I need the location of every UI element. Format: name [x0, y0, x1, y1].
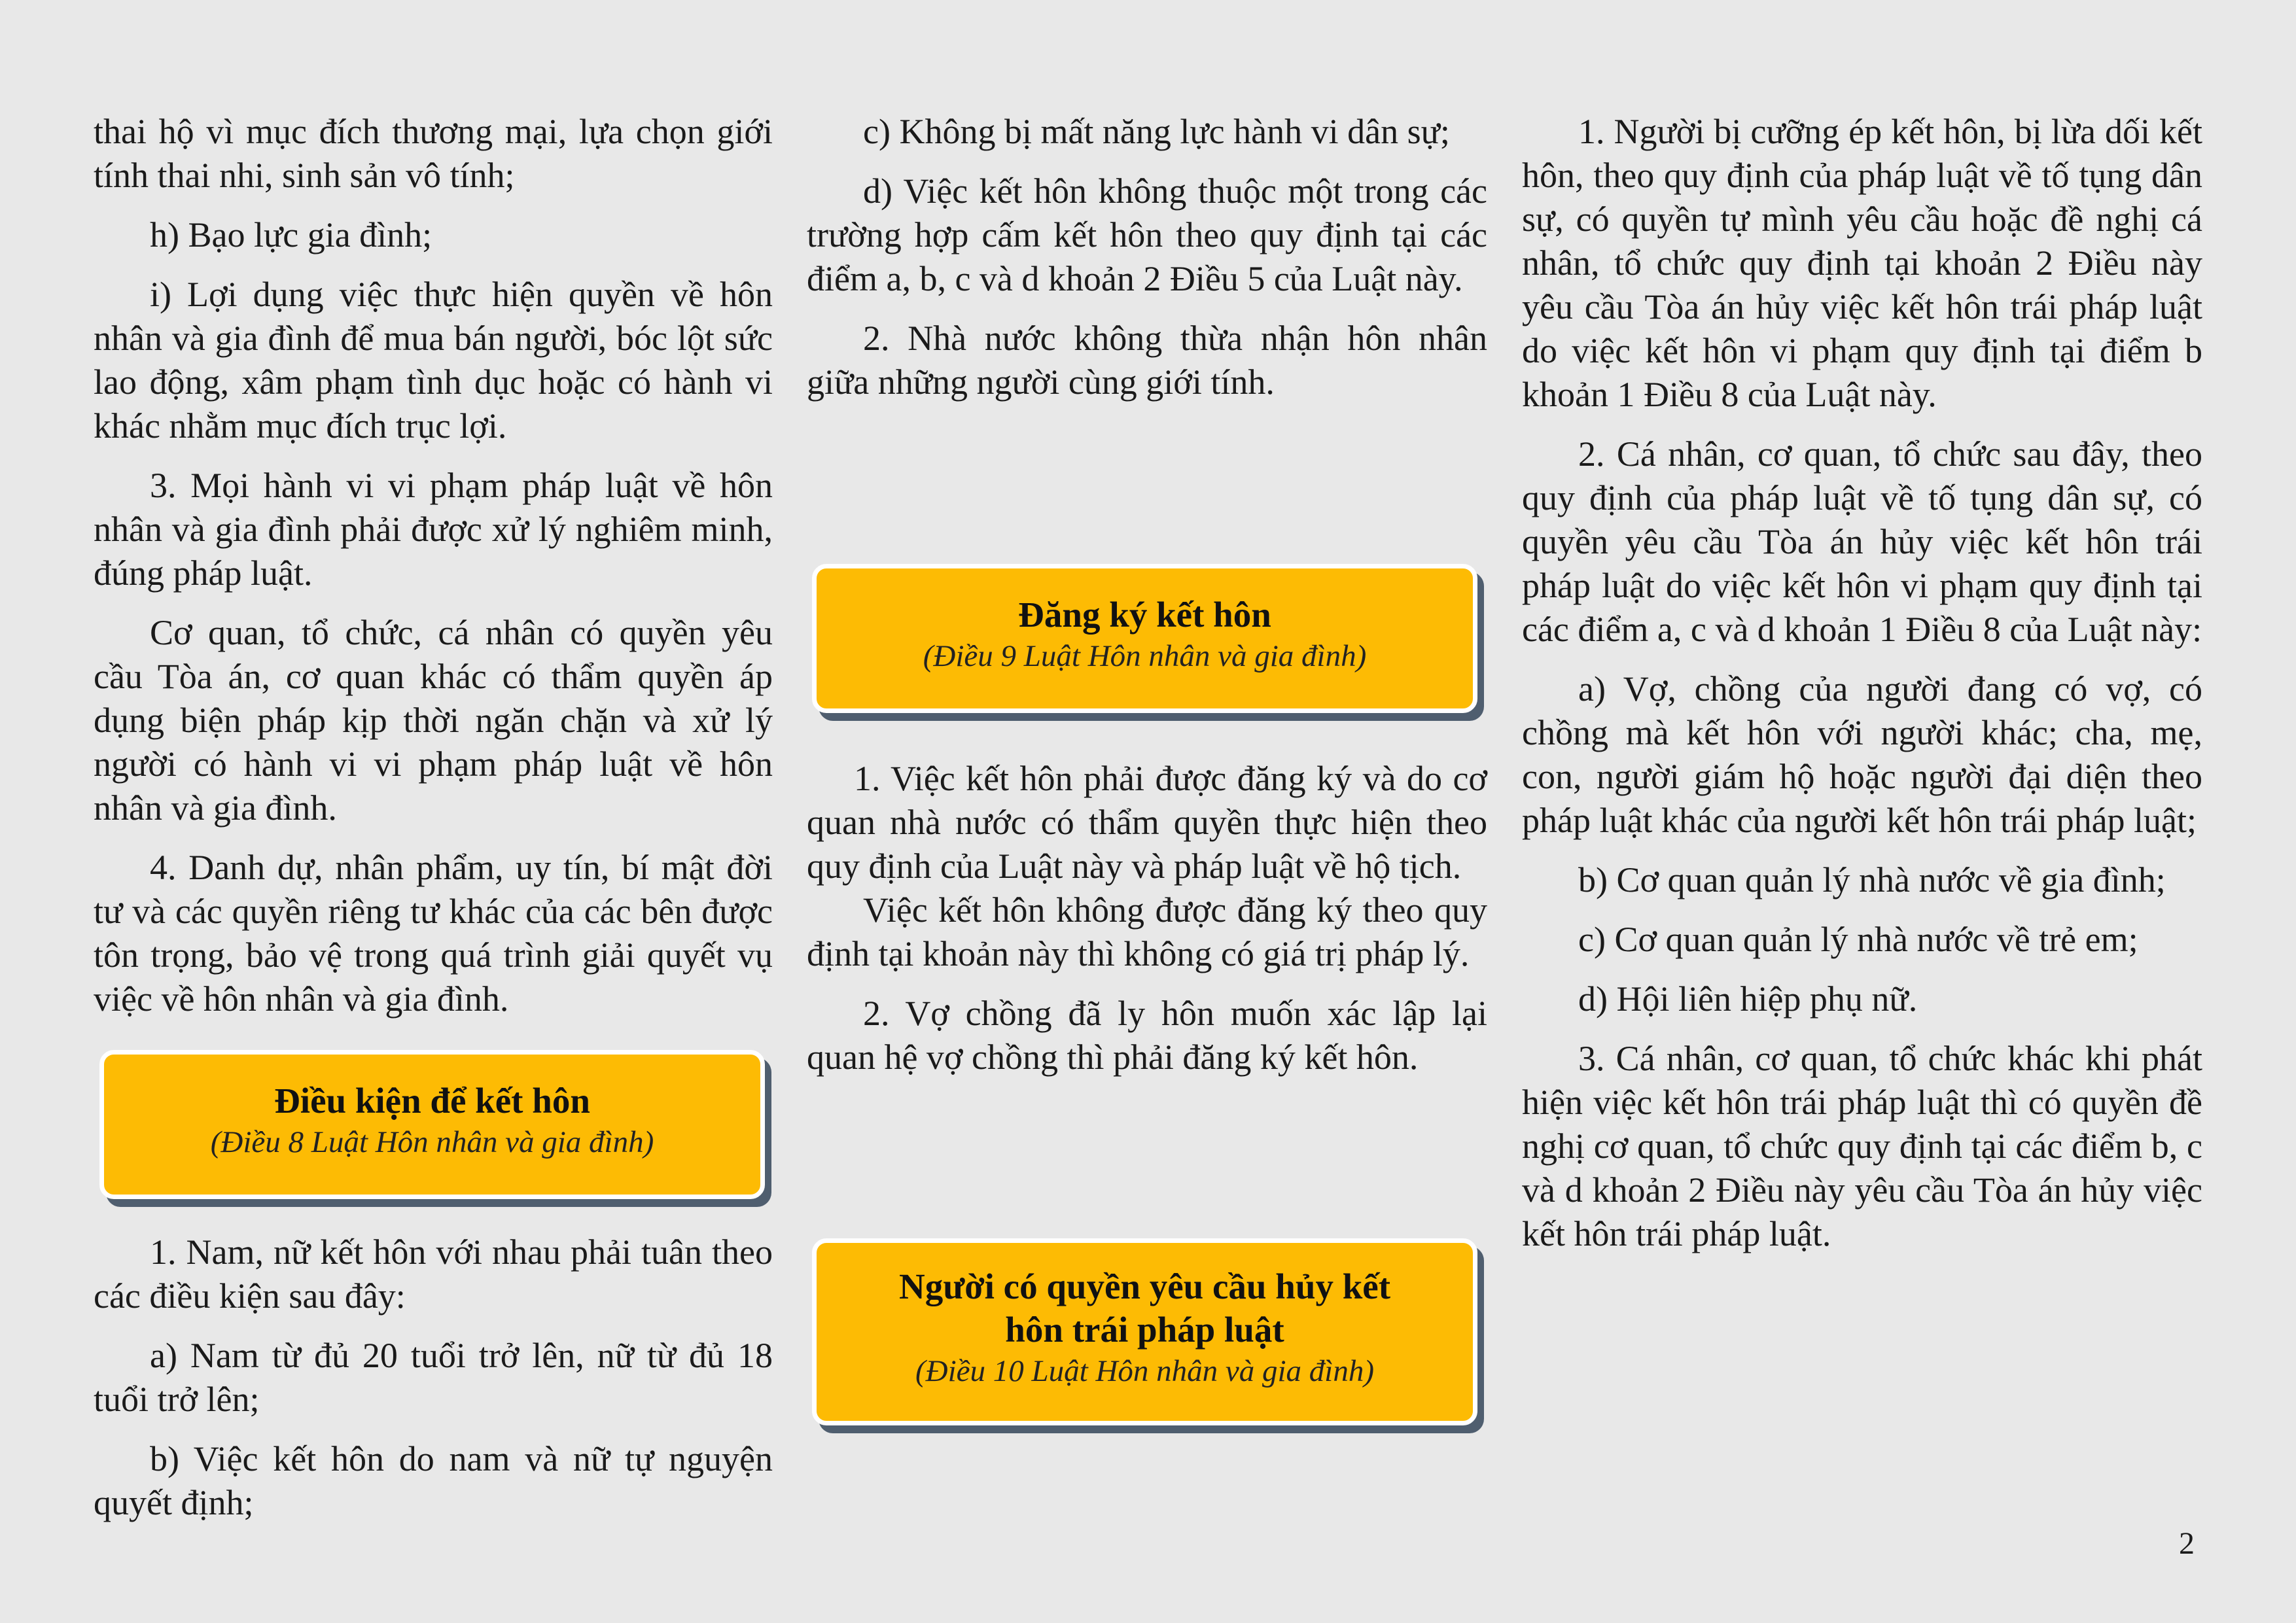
column-2 — [807, 110, 1487, 420]
heading-title-line-1: Người có quyền yêu cầu hủy kết — [898, 1266, 1391, 1306]
column-3 — [1522, 110, 2202, 1272]
paragraph: a) Vợ, chồng của người đang có vợ, có chồng mà kết hôn với người khác; cha, mẹ, con, người giám hộ hoặc người đại diện theo pháp luật khác của người kết hôn trái pháp luật; — [1522, 669, 2202, 840]
section-heading-marriage-registration — [812, 564, 1477, 713]
paragraph: thai hộ vì mục đích thương mại, lựa chọn giới tính thai nhi, sinh sản vô tính; — [94, 112, 773, 195]
heading-title: Điều kiện để kết hôn — [274, 1081, 590, 1121]
column-1 — [94, 110, 773, 1037]
paragraph: b) Cơ quan quản lý nhà nước về gia đình; — [1578, 860, 2166, 899]
section-heading-annulment-requesters — [812, 1238, 1477, 1425]
heading-subtitle: (Điều 10 Luật Hôn nhân và gia đình) — [915, 1354, 1375, 1388]
paragraph: 1. Nam, nữ kết hôn với nhau phải tuân theo các điều kiện sau đây: — [94, 1232, 773, 1316]
paragraph: c) Không bị mất năng lực hành vi dân sự; — [863, 112, 1450, 151]
paragraph: h) Bạo lực gia đình; — [150, 215, 433, 254]
section-heading-marriage-conditions — [99, 1050, 765, 1199]
column-1-lower — [94, 1230, 773, 1541]
paragraph: 2. Cá nhân, cơ quan, tổ chức sau đây, theo quy định của pháp luật về tố tụng dân sự, có quyền yêu cầu Tòa án hủy việc kết hôn trái pháp luật do việc kết hôn vi phạm quy định tại các điểm a, c và d khoản 1 Điều 8 của Luật này: — [1522, 434, 2202, 649]
paragraph: 4. Danh dự, nhân phẩm, uy tín, bí mật đời tư và các quyền riêng tư khác của các bên được tôn trọng, bảo vệ trong quá trình giải quyết vụ việc về hôn nhân và gia đình. — [94, 848, 773, 1019]
paragraph: d) Hội liên hiệp phụ nữ. — [1578, 979, 1918, 1019]
paragraph: 1. Việc kết hôn phải được đăng ký và do cơ quan nhà nước có thẩm quyền thực hiện theo quy định của Luật này và pháp luật về hộ tịch. — [807, 759, 1487, 886]
heading-title-line-2: hôn trái pháp luật — [1005, 1310, 1284, 1350]
paragraph: 2. Vợ chồng đã ly hôn muốn xác lập lại quan hệ vợ chồng thì phải đăng ký kết hôn. — [807, 994, 1487, 1077]
paragraph: 3. Mọi hành vi vi phạm pháp luật về hôn nhân và gia đình phải được xử lý nghiêm minh, đúng pháp luật. — [94, 466, 773, 593]
paragraph: Việc kết hôn không được đăng ký theo quy định tại khoản này thì không có giá trị pháp lý. — [807, 890, 1487, 973]
heading-title: Đăng ký kết hôn — [1018, 595, 1271, 635]
paragraph: c) Cơ quan quản lý nhà nước về trẻ em; — [1578, 920, 2138, 959]
paragraph: 2. Nhà nước không thừa nhận hôn nhân giữa những người cùng giới tính. — [807, 319, 1487, 402]
paragraph: 3. Cá nhân, cơ quan, tổ chức khác khi phát hiện việc kết hôn trái pháp luật thì có quyền đề nghị cơ quan, tổ chức quy định tại các điểm b, c và d khoản 2 Điều này yêu cầu Tòa án hủy việc kết hôn trái pháp luật. — [1522, 1039, 2202, 1253]
page-number: 2 — [2179, 1526, 2195, 1561]
paragraph: i) Lợi dụng việc thực hiện quyền về hôn nhân và gia đình để mua bán người, bóc lột sức lao động, xâm phạm tình dục hoặc có hành vi khác nhằm mục đích trục lợi. — [94, 275, 773, 445]
heading-subtitle: (Điều 9 Luật Hôn nhân và gia đình) — [923, 639, 1367, 673]
paragraph: Cơ quan, tổ chức, cá nhân có quyền yêu cầu Tòa án, cơ quan khác có thẩm quyền áp dụng biện pháp kịp thời ngăn chặn và xử lý người có hành vi vi phạm pháp luật về hôn nhân và gia đình. — [94, 613, 773, 828]
paragraph: d) Việc kết hôn không thuộc một trong các trường hợp cấm kết hôn theo quy định tại các điểm a, b, c và d khoản 2 Điều 5 của Luật này. — [807, 171, 1487, 298]
paragraph: 1. Người bị cưỡng ép kết hôn, bị lừa dối kết hôn, theo quy định của pháp luật về tố tụng dân sự, có quyền tự mình yêu cầu hoặc đề nghị cá nhân, tổ chức quy định tại khoản 2 Điều này yêu cầu Tòa án hủy việc kết hôn trái pháp luật do việc kết hôn vi phạm quy định tại điểm b khoản 1 Điều 8 của Luật này. — [1522, 112, 2202, 414]
column-2-middle — [807, 757, 1487, 1095]
paragraph: a) Nam từ đủ 20 tuổi trở lên, nữ từ đủ 18 tuổi trở lên; — [94, 1336, 773, 1419]
paragraph: b) Việc kết hôn do nam và nữ tự nguyện quyết định; — [94, 1439, 773, 1522]
heading-subtitle: (Điều 8 Luật Hôn nhân và gia đình) — [210, 1125, 654, 1159]
